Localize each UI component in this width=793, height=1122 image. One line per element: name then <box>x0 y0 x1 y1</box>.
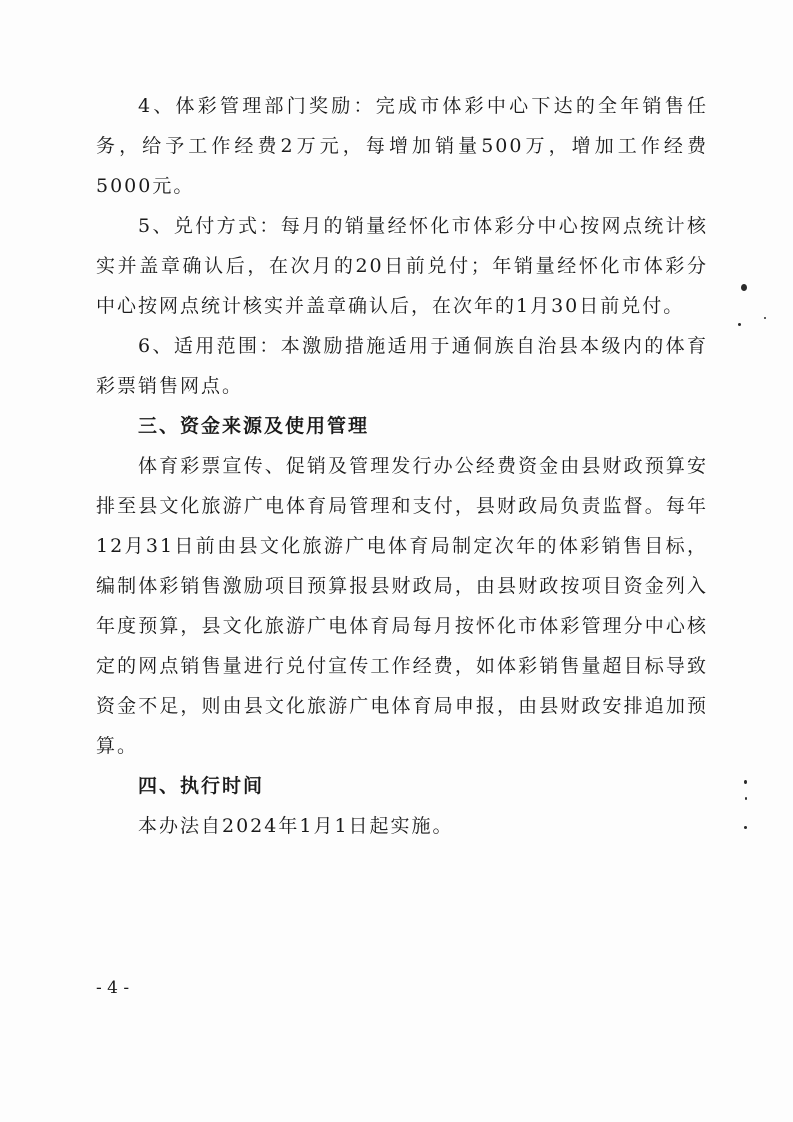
scan-speck <box>741 284 747 291</box>
scan-speck <box>744 780 747 784</box>
paragraph-item-5: 5、兑付方式：每月的销量经怀化市体彩分中心按网点统计核实并盖章确认后，在次月的20日前兑付；年销量经怀化市体彩分中心按网点统计核实并盖章确认后，在次年的1月30日前兑付。 <box>96 215 708 317</box>
paragraph-item-6: 6、适用范围：本激励措施适用于通侗族自治县本级内的体育彩票销售网点。 <box>96 335 708 397</box>
scan-speck <box>738 323 741 326</box>
scan-speck <box>745 797 747 800</box>
section-3-body: 体育彩票宣传、促销及管理发行办公经费资金由县财政预算安排至县文化旅游广电体育局管理和支付，县财政局负责监督。每年12月31日前由县文化旅游广电体育局制定次年的体彩销售目标，编制体彩销售激励项目预算报县财政局，由县财政按项目资金列入年度预算，县文化旅游广电体育局每月按怀化市体彩管理分中心核定的网点销售量进行兑付宣传工作经费，如体彩销售量超目标导致资金不足，则由县文化旅游广电体育局申报，由县财政安排追加预算。 <box>96 455 708 757</box>
scan-speck <box>744 826 747 829</box>
paragraph-item-4: 4、体彩管理部门奖励：完成市体彩中心下达的全年销售任务，给予工作经费2万元，每增加销量500万，增加工作经费5000元。 <box>96 95 708 197</box>
section-4-heading: 四、执行时间 <box>138 775 265 797</box>
document-body <box>96 86 708 846</box>
section-3-heading: 三、资金来源及使用管理 <box>138 415 370 437</box>
section-4-body: 本办法自2024年1月1日起实施。 <box>138 815 454 837</box>
scan-speck <box>764 317 766 319</box>
page-number: - 4 - <box>96 978 130 998</box>
